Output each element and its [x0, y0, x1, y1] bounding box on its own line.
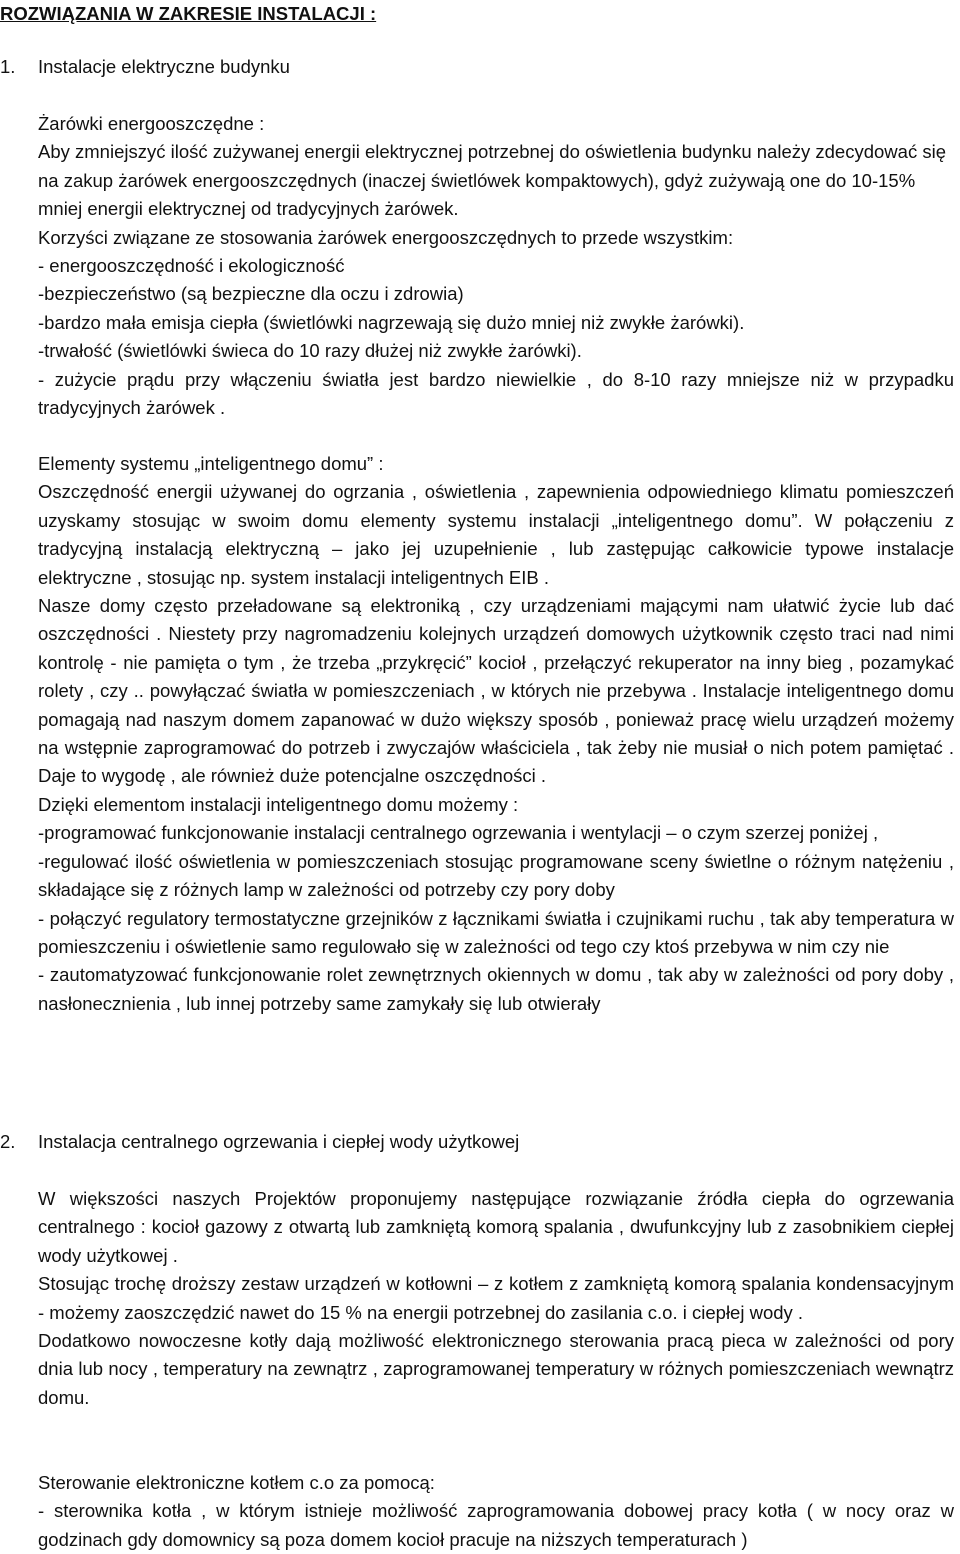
section-2-heading	[0, 1128, 955, 1156]
section-1-title: Instalacje elektryczne budynku	[38, 56, 290, 77]
benefit-item: -bardzo mała emisja ciepła (świetlówki nagrzewają się dużo mniej niż zwykłe żarówki).	[38, 311, 745, 333]
bulbs-heading: Żarówki energooszczędne :	[38, 113, 265, 134]
smart-home-paragraph: Oszczędność energii używanej do ogrzania , oświetlenia , zapewnienia odpowiedniego klimatu pomieszczeń uzyskamy stosując w swoim domu elementy systemu instalacji „inteligentnego domu”. W połączeniu z tradycyjną instalacją elektryczną – jako jej uzupełnienie , lub zastępując całkowicie typowe instalacje elektryczne , stosując np. system instalacji inteligentnych EIB .	[38, 481, 954, 588]
smart-home-list-item: - połączyć regulatory termostatyczne grzejników z łącznikami światła i czujnikami ruchu , tak aby temperatura w pomieszczeniu i oświetlenie samo regulowało się w zależności od tego czy ktoś przebywa w nim czy nie	[38, 907, 954, 957]
boiler-control-item: - sterownika kotła , w którym istnieje możliwość zaprogramowania dobowej pracy kotła ( w nocy oraz w godzinach gdy domownicy są poza domem kocioł pracuje na niższych temperaturach )	[38, 1500, 954, 1550]
benefit-item: - energooszczędność i ekologiczność	[38, 255, 345, 277]
heating-paragraph: Stosując trochę droższy zestaw urządzeń w kotłowni – z kotłem z zamkniętą komorą spalania kondensacyjnym - możemy zaoszczędzić nawet do 15 % na energii potrzebnej do zasilania c.o. i ciepłej wody .	[38, 1273, 954, 1323]
smart-home-list-item: -regulować ilość oświetlenia w pomieszczeniach stosując programowane sceny świetlne o różnym natężeniu , składające się z różnych lamp w zależności od potrzeby czy pory doby	[38, 850, 954, 901]
benefit-item: - zużycie prądu przy włączeniu światła jest bardzo niewielkie , do 8-10 razy mniejsze niż w przypadku tradycyjnych żarówek .	[38, 368, 954, 419]
section-1-heading	[0, 53, 955, 81]
boiler-control-section	[38, 1469, 954, 1554]
heating-paragraph: Dodatkowo nowoczesne kotły dają możliwość elektronicznego sterowania pracą pieca w zależności od pory dnia lub nocy , temperatury na zewnątrz , zaprogramowanej temperatury w różnych pomieszczeniach wewnątrz domu.	[38, 1330, 954, 1408]
smart-home-paragraph: Nasze domy często przeładowane są elektroniką , czy urządzeniami mającymi nam ułatwić życie lub dać oszczędności . Niestety przy nagromadzeniu kolejnych urządzeń domowych użytkownik często traci nad nimi kontrolę - nie pamięta o tym , że trzeba „przykręcić” kocioł , przełączyć rekuperator na inny bieg , pozamykać rolety , czy .. powyłączać światła w pomieszczeniach , w których nie przebywa . Instalacje inteligentnego domu pomagają nad naszym domem zapanować w dużo większy sposób , ponieważ pracę wielu urządzeń możemy na wstępnie zaprogramować do potrzeb i zwyczajów właściciela , tak żeby nie musiał o nich potem pamiętać . Daje to wygodę , ale również duże potencjalne oszczędności .	[38, 595, 954, 787]
benefits-intro: Korzyści związane ze stosowania żarówek energooszczędnych to przede wszystkim:	[38, 226, 734, 248]
section-1-body	[38, 110, 954, 422]
smart-home-list-item: - zautomatyzować funkcjonowanie rolet zewnętrznych okiennych w domu , tak aby w zależności od pory doby , nasłonecznienia , lub innej potrzeby same zamykały się lub otwierały	[38, 964, 954, 1014]
section-2-body	[38, 1185, 954, 1412]
section-2-title: Instalacja centralnego ogrzewania i ciepłej wody użytkowej	[38, 1131, 520, 1152]
boiler-control-heading: Sterowanie elektroniczne kotłem c.o za pomocą:	[38, 1472, 435, 1493]
heating-paragraph: W większości naszych Projektów proponujemy następujące rozwiązanie źródła ciepła do ogrzewania centralnego : kocioł gazowy z otwartą lub zamkniętą komorą spalania , dwufunkcyjny lub z zasobnikiem ciepłej wody użytkowej .	[38, 1188, 954, 1266]
section-1-number: 1.	[0, 56, 16, 77]
document-title: ROZWIĄZANIA W ZAKRESIE INSTALACJI :	[0, 3, 377, 24]
smart-home-list-intro: Dzięki elementom instalacji inteligentnego domu możemy :	[38, 793, 519, 815]
smart-home-section	[38, 450, 954, 1018]
bulbs-paragraph: Aby zmniejszyć ilość zużywanej energii elektrycznej potrzebnej do oświetlenia budynku należy zdecydować się na zakup żarówek energooszczędnych (inaczej świetlówek kompaktowych), gdyż zużywają one do 10-15% mniej energii elektrycznej od tradycyjnych żarówek.	[38, 141, 946, 220]
benefit-item: -trwałość (świetlówki świeca do 10 razy dłużej niż zwykłe żarówki).	[38, 340, 582, 362]
benefit-item: -bezpieczeństwo (są bezpieczne dla oczu i zdrowia)	[38, 283, 464, 305]
smart-home-list-item: -programować funkcjonowanie instalacji centralnego ogrzewania i wentylacji – o czym szerzej poniżej ,	[38, 822, 879, 844]
section-2-number: 2.	[0, 1131, 16, 1152]
smart-home-heading: Elementy systemu „inteligentnego domu” :	[38, 453, 384, 474]
